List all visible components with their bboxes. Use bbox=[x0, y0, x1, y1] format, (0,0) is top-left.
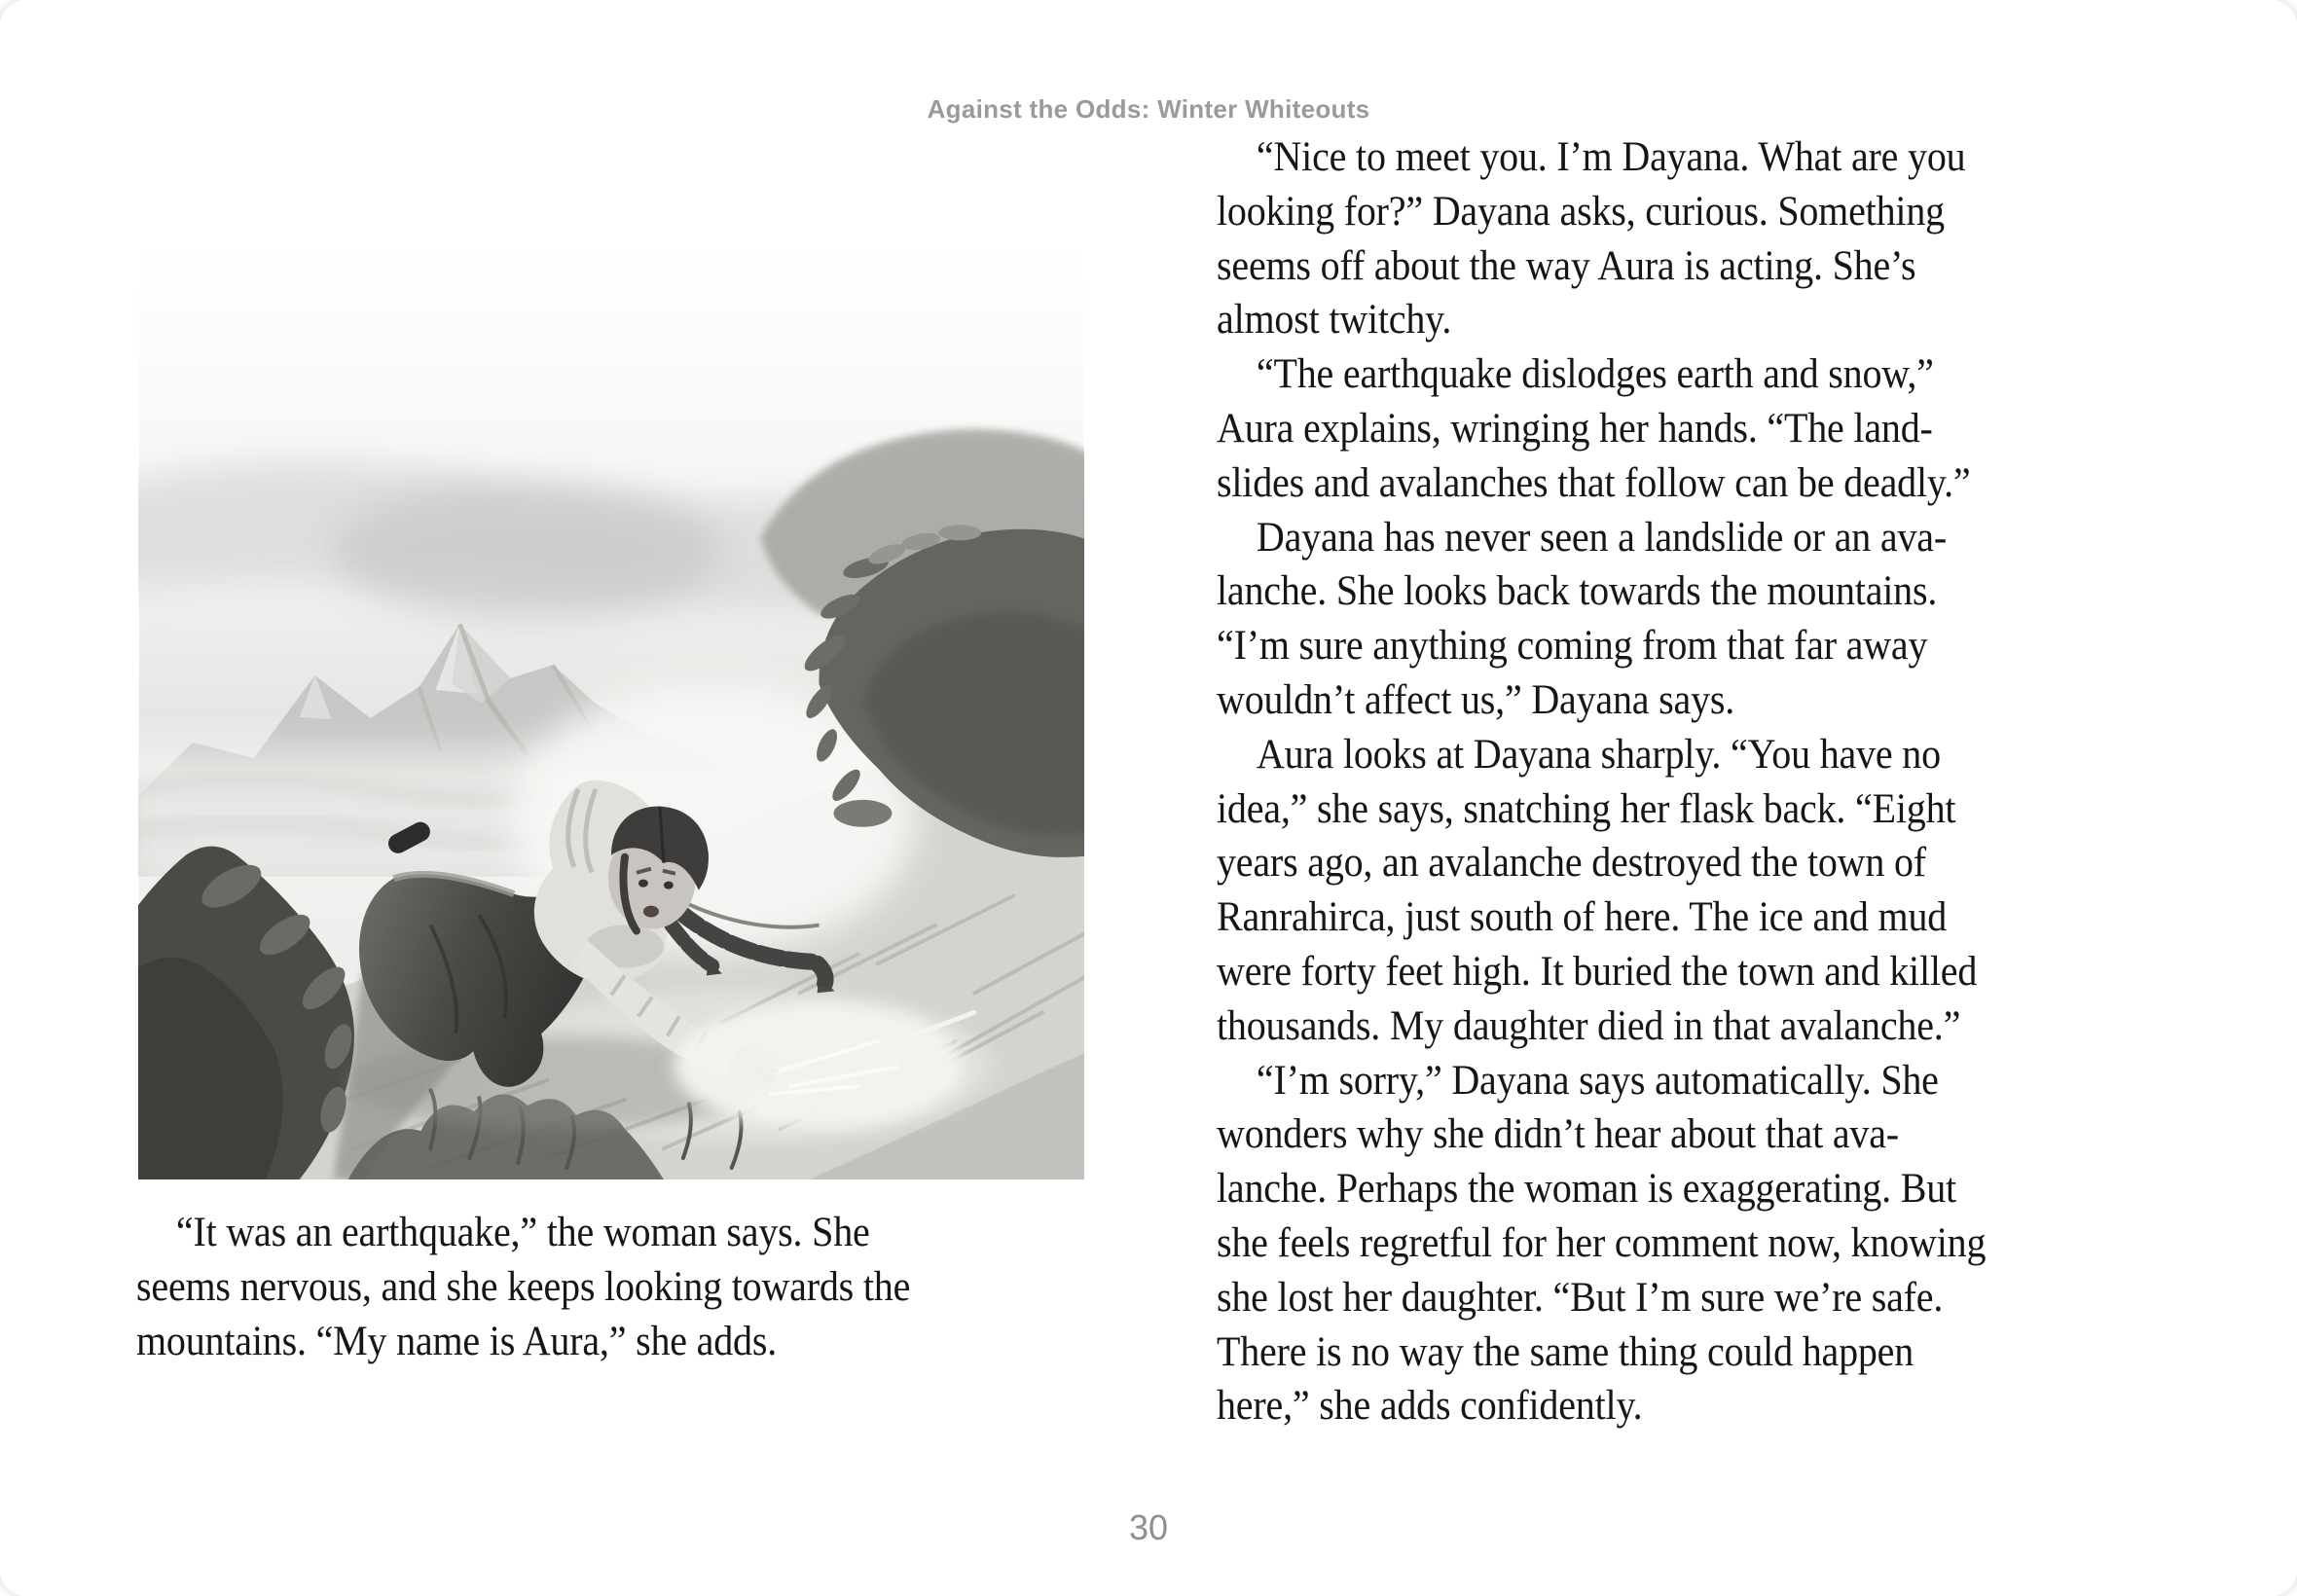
text-line: “It was an earthquake,” the woman says. She bbox=[175, 1210, 870, 1255]
text-line: she feels regretful for her comment now, knowing bbox=[1217, 1219, 1987, 1266]
text-line: wouldn’t affect us,” Dayana says. bbox=[1217, 676, 1735, 723]
text-line: years ago, an avalanche destroyed the town of bbox=[1217, 840, 1926, 887]
text-line: Dayana has never seen a landslide or an ava- bbox=[1256, 514, 1948, 561]
running-header: Against the Odds: Winter Whiteouts bbox=[927, 94, 1370, 124]
page-number: 30 bbox=[1128, 1507, 1169, 1547]
text-line: Ranrahirca, just south of here. The ice and mud bbox=[1217, 894, 1948, 941]
text-line: were forty feet high. It buried the town and killed bbox=[1217, 948, 1978, 995]
text-line: she lost her daughter. “But I’m sure we’re safe. bbox=[1217, 1274, 1944, 1321]
text-line: “The earthquake dislodges earth and snow,” bbox=[1256, 351, 1934, 398]
text-line: “Nice to meet you. I’m Dayana. What are you bbox=[1256, 134, 1966, 180]
text-line: thousands. My daughter died in that avalanche.” bbox=[1217, 1002, 1961, 1049]
text-line: “I’m sure anything coming from that far away bbox=[1217, 623, 1928, 670]
text-line: almost twitchy. bbox=[1217, 297, 1452, 344]
text-line: mountains. “My name is Aura,” she adds. bbox=[136, 1318, 778, 1364]
text-line: seems nervous, and she keeps looking towards the bbox=[136, 1263, 911, 1310]
text-line: slides and avalanches that follow can be deadly.” bbox=[1217, 459, 1971, 506]
text-line: Aura explains, wringing her hands. “The land- bbox=[1217, 405, 1933, 452]
text-line: “I’m sorry,” Dayana says automatically. She bbox=[1256, 1057, 1939, 1104]
story-illustration bbox=[138, 245, 1084, 1179]
text-line: looking for?” Dayana asks, curious. Something bbox=[1217, 188, 1945, 235]
text-line: idea,” she says, snatching her flask back. “Eight bbox=[1217, 785, 1956, 832]
story-text-column bbox=[1217, 130, 2170, 1433]
text-line: There is no way the same thing could happen bbox=[1217, 1328, 1914, 1375]
text-line: lanche. Perhaps the woman is exaggerating. But bbox=[1217, 1166, 1956, 1213]
text-line: Aura looks at Dayana sharply. “You have no bbox=[1256, 731, 1941, 778]
text-line: here,” she adds confidently. bbox=[1217, 1383, 1643, 1430]
text-line: lanche. She looks back towards the mountains. bbox=[1217, 568, 1938, 615]
text-line: seems off about the way Aura is acting. She’s bbox=[1217, 242, 1916, 289]
text-line: wonders why she didn’t hear about that ava- bbox=[1217, 1111, 1899, 1158]
illustration-caption bbox=[136, 1206, 1095, 1368]
